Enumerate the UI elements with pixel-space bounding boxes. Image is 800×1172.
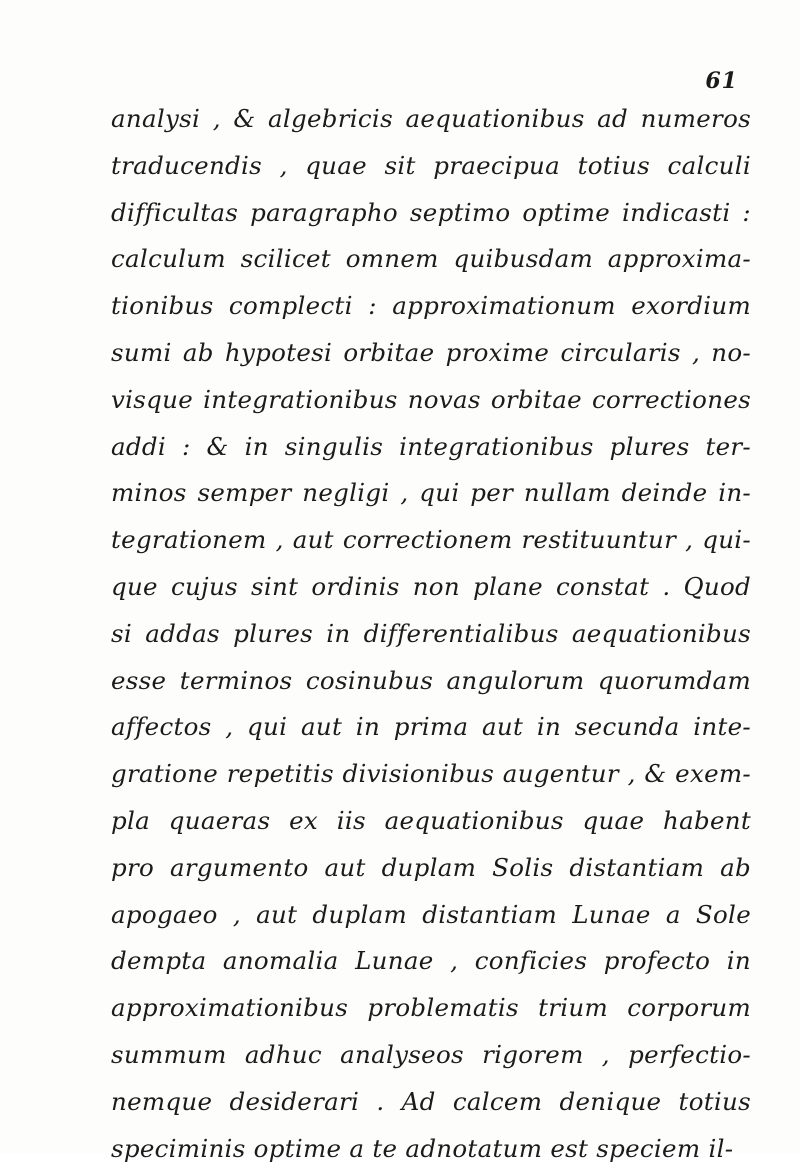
text-line: approximationibus problematis trium corporum (111, 993, 751, 1023)
text-line: addi : & in singulis integrationibus plures ter- (111, 431, 751, 461)
text-line: pro argumento aut duplam Solis distantiam ab (111, 852, 751, 882)
text-line: visque integrationibus novas orbitae correctiones (111, 384, 751, 414)
text-line: sumi ab hypotesi orbitae proxime circularis , no- (111, 337, 751, 367)
text-line: traducendis , quae sit praecipua totius calculi (111, 150, 751, 180)
text-line: calculum scilicet omnem quibusdam approxima- (111, 244, 751, 274)
text-line: tionibus complecti : approximationum exordium (111, 291, 751, 321)
page-number: 61 (705, 68, 738, 94)
text-line: dempta anomalia Lunae , conficies profecto in (111, 946, 751, 976)
text-line: speciminis optime a te adnotatum est speciem il- (111, 1133, 734, 1163)
text-line: apogaeo , aut duplam distantiam Lunae a Sole (111, 899, 751, 929)
text-line: gratione repetitis divisionibus augentur , & exem- (111, 759, 751, 789)
text-line: esse terminos cosinubus angulorum quorumdam (111, 665, 751, 695)
text-line: summum adhuc analyseos rigorem , perfectio- (111, 1039, 751, 1069)
text-line: nemque desiderari . Ad calcem denique totius (111, 1086, 751, 1116)
text-line: pla quaeras ex iis aequationibus quae habent (111, 805, 751, 835)
text-line: difficultas paragrapho septimo optime indicasti : (111, 197, 751, 227)
text-line: affectos , qui aut in prima aut in secunda inte- (111, 712, 751, 742)
text-line: tegrationem , aut correctionem restituuntur , qui- (111, 525, 751, 555)
text-line: que cujus sint ordinis non plane constat . Quod (111, 571, 751, 601)
text-line: si addas plures in differentialibus aequationibus (111, 618, 751, 648)
text-line: minos semper negligi , qui per nullam deinde in- (111, 478, 751, 508)
body-text (111, 96, 751, 1172)
text-line: analysi , & algebricis aequationibus ad numeros (111, 104, 751, 133)
